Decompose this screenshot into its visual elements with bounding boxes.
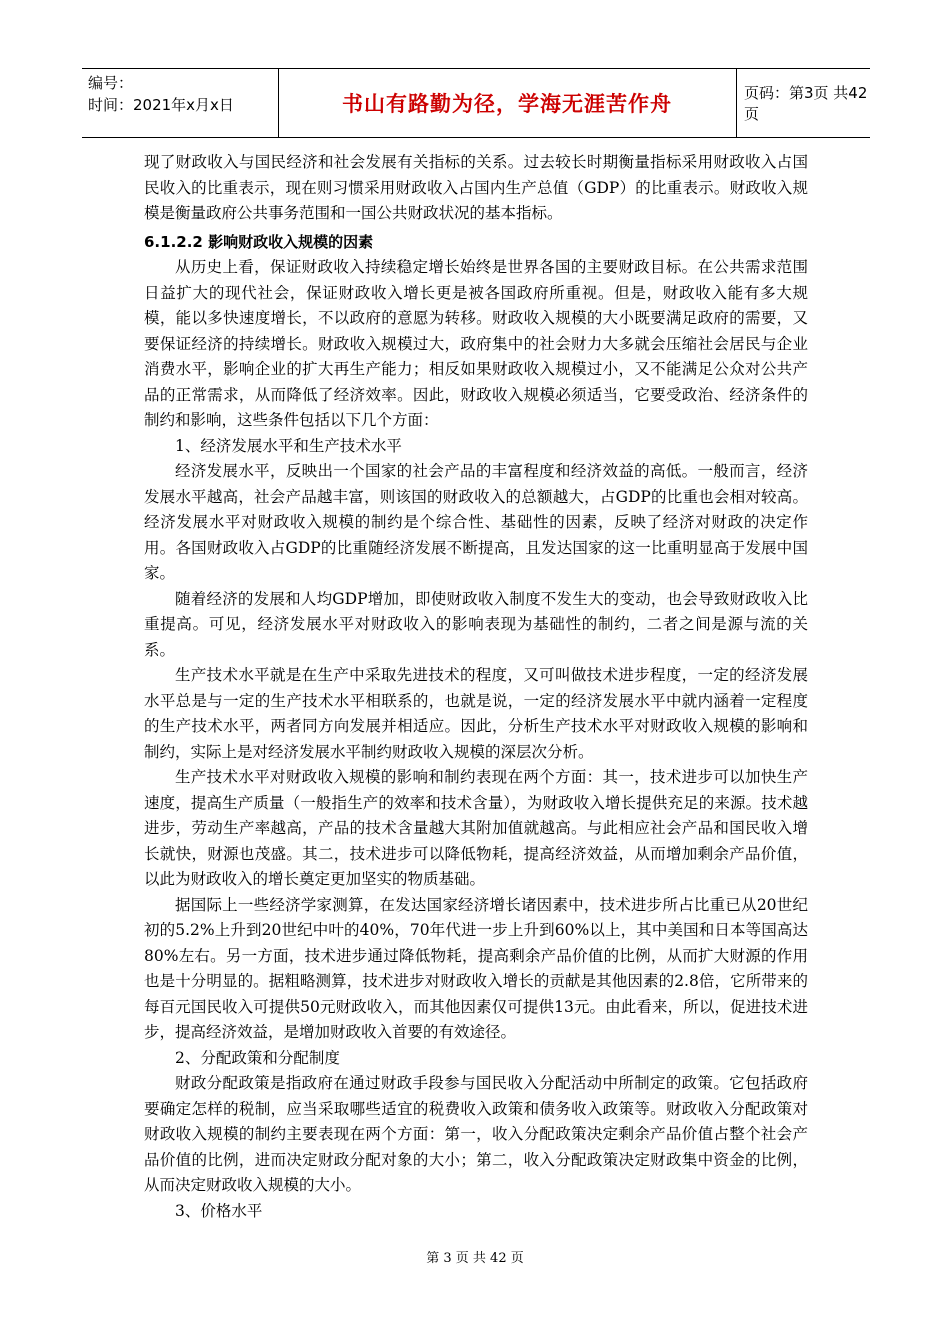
header-meta-cell — [82, 69, 279, 137]
section-heading: 6.1.2.2 影响财政收入规模的因素 — [144, 232, 374, 251]
document-body — [144, 150, 808, 1224]
document-number-label: 编号： — [88, 74, 134, 92]
body-paragraph: 从历史上看，保证财政收入持续稳定增长始终是世界各国的主要财政目标。在公共需求范围日益扩大的现代社会，保证财政收入增长更是被各国政府所重视。但是，财政收入能有多大规模，能以多快速度增长，不以政府的意愿为转移。财政收入规模的大小既要满足政府的需要，又要保证经济的持续增长。财政收入规模过大，政府集中的社会财力大多就会压缩社会居民与企业消费水平，影响企业的扩大再生产能力；相反如果财政收入规模过小，又不能满足公众对公共产品的正常需求，从而降低了经济效率。因此，财政收入规模必须适当，它要受政治、经济条件的制约和影响，这些条件包括以下几个方面： — [144, 258, 808, 429]
body-paragraph: 经济发展水平，反映出一个国家的社会产品的丰富程度和经济效益的高低。一般而言，经济发展水平越高，社会产品越丰富，则该国的财政收入的总额越大，占GDP的比重也会相对较高。经济发展水平对财政收入规模的制约是个综合性、基础性的因素，反映了经济对财政的决定作用。各国财政收入占GDP的比重随经济发展不断提高，且发达国家的这一比重明显高于发展中国家。 — [144, 462, 808, 582]
body-paragraph: 随着经济的发展和人均GDP增加，即使财政收入制度不发生大的变动，也会导致财政收入比重提高。可见，经济发展水平对财政收入的影响表现为基础性的制约，二者之间是源与流的关系。 — [144, 589, 808, 659]
body-paragraph: 现了财政收入与国民经济和社会发展有关指标的关系。过去较长时期衡量指标采用财政收入占国民收入的比重表示，现在则习惯采用财政收入占国内生产总值（GDP）的比重表示。财政收入规模是衡量政府公共事务范围和一国公共财政状况的基本指标。 — [144, 153, 808, 222]
header-motto: 书山有路勤为径，学海无涯苦作舟 — [342, 92, 672, 116]
subsection-title: 3、价格水平 — [175, 1201, 263, 1220]
body-paragraph: 生产技术水平对财政收入规模的影响和制约表现在两个方面：其一，技术进步可以加快生产速度，提高生产质量（一般指生产的效率和技术含量），为财政收入增长提供充足的来源。技术越进步，劳动生产率越高，产品的技术含量越大其附加值就越高。与此相应社会产品和国民收入增长就快，财源也茂盛。其二，技术进步可以降低物耗，提高经济效益，从而增加剩余产品价值，以此为财政收入的增长奠定更加坚实的物质基础。 — [144, 768, 808, 888]
body-paragraph: 财政分配政策是指政府在通过财政手段参与国民收入分配活动中所制定的政策。它包括政府要确定怎样的税制，应当采取哪些适宜的税费收入政策和债务收入政策等。财政收入分配政策对财政收入规模的制约主要表现在两个方面：第一，收入分配政策决定剩余产品价值占整个社会产品价值的比例，进而决定财政分配对象的大小；第二，收入分配政策决定财政集中资金的比例，从而决定财政收入规模的大小。 — [144, 1074, 808, 1194]
page-header — [82, 68, 870, 138]
header-motto-cell — [278, 69, 737, 137]
subsection-title: 1、经济发展水平和生产技术水平 — [175, 436, 402, 455]
header-page-info: 页码：第3页 共42页 — [744, 84, 868, 123]
header-page-cell — [736, 69, 870, 137]
body-paragraph: 据国际上一些经济学家测算，在发达国家经济增长诸因素中，技术进步所占比重已从20世纪初的5.2%上升到20世纪中叶的40%，70年代进一步上升到60%以上，其中美国和日本等国高达80%左右。另一方面，技术进步通过降低物耗，提高剩余产品价值的比例，从而扩大财源的作用也是十分明显的。据粗略测算，技术进步对财政收入增长的贡献是其他因素的2.8倍，它所带来的每百元国民收入可提供50元财政收入，而其他因素仅可提供13元。由此看来，所以，促进技术进步，提高经济效益，是增加财政收入首要的有效途径。 — [144, 895, 808, 1041]
document-date: 时间：2021年x月x日 — [88, 96, 234, 114]
subsection-title: 2、分配政策和分配制度 — [175, 1048, 340, 1067]
body-paragraph: 生产技术水平就是在生产中采取先进技术的程度，又可叫做技术进步程度，一定的经济发展水平总是与一定的生产技术水平相联系的，也就是说，一定的经济发展水平中就内涵着一定程度的生产技术水平，两者同方向发展并相适应。因此，分析生产技术水平对财政收入规模的影响和制约，实际上是对经济发展水平制约财政收入规模的深层次分析。 — [144, 666, 808, 761]
page-footer: 第 3 页 共 42 页 — [426, 1251, 524, 1266]
